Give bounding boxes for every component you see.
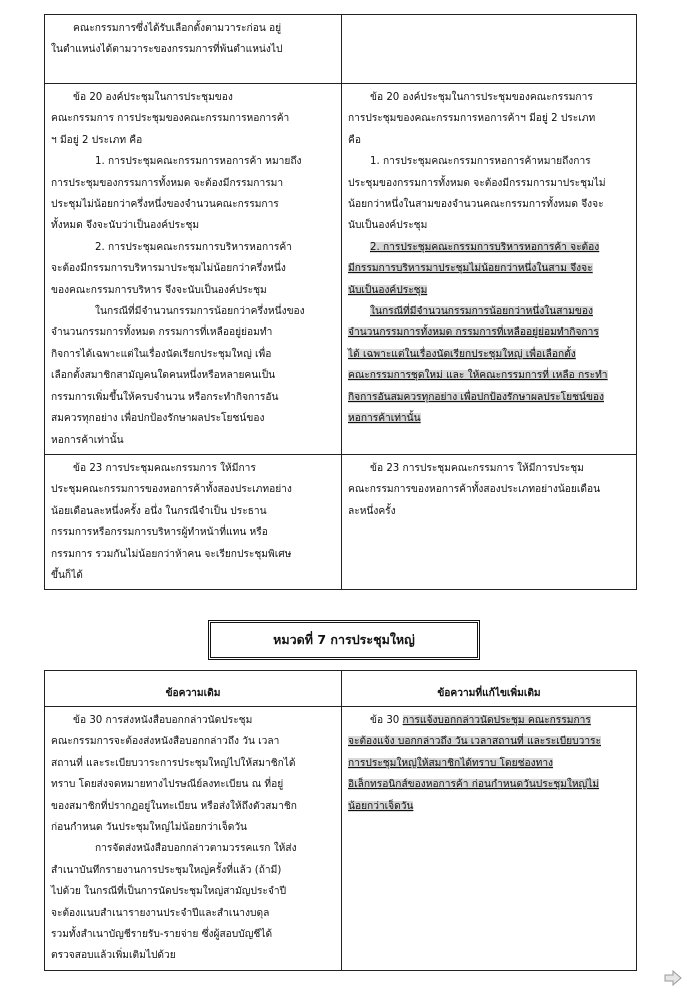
text-line: สำเนาบันทึกรายงานการประชุมใหญ่ครั้งที่แล้ว (ถ้ามี) xyxy=(51,864,282,876)
amended-line xyxy=(348,301,630,322)
amended-line xyxy=(348,280,630,301)
amended-text: นับเป็นองค์ประชุม xyxy=(348,284,428,296)
text-line: ทราบ โดยส่งจดหมายทางไปรษณีย์ลงทะเบียน ณ ที่อยู่ xyxy=(51,779,284,791)
text-line: ก่อนกำหนด วันประชุมใหญ่ไม่น้อยกว่าเจ็ดวัน xyxy=(51,822,248,834)
amended-line xyxy=(348,796,630,817)
text-line: คณะกรรมการซึ่งได้รับเลือกตั้งตามวาระก่อน อยู่ xyxy=(73,23,282,34)
table-row xyxy=(45,454,637,589)
text-line: สมควรทุกอย่าง เพื่อปกป้องรักษาผลประโยชน์ของ xyxy=(51,413,265,425)
text-line: ตรวจสอบแล้วเพิ่มเติมไปด้วย xyxy=(51,950,176,962)
text-line: ทั้งหมด จึงจะนับว่าเป็นองค์ประชุม xyxy=(51,220,200,232)
amended-text: การแจ้งบอกกล่าวนัดประชุม คณะกรรมการ xyxy=(402,715,591,726)
text-line: ละหนึ่งครั้ง xyxy=(348,505,396,517)
text-line: ฯ มีอยู่ 2 ประเภท คือ xyxy=(51,134,143,146)
clause-heading: ข้อ 23 การประชุมคณะกรรมการ ให้มีการ xyxy=(73,462,256,474)
text-line: กรรมการ รวมกันไม่น้อยกว่าห้าคน จะเรียกประชุมพิเศษ xyxy=(51,548,292,560)
amended-line xyxy=(348,774,630,795)
amended-line xyxy=(348,387,630,408)
table-row xyxy=(45,707,637,971)
amended-line xyxy=(348,365,630,386)
clause-heading: ข้อ 20 องค์ประชุมในการประชุมของคณะกรรมการ xyxy=(370,92,593,103)
new-text-cell xyxy=(342,15,637,84)
table-row xyxy=(45,15,637,84)
text-line: คณะกรรมการจะต้องส่งหนังสือบอกกล่าวถึง วัน เวลา xyxy=(51,736,280,748)
text-line: น้อยกว่าหนึ่งในสามของจำนวนคณะกรรมการทั้งหมด จึงจะ xyxy=(348,199,604,211)
comparison-table-chapter-6 xyxy=(44,14,637,590)
text-line: ประชุมของกรรมการทั้งหมด จะต้องมีกรรมการมาประชุมไม่ xyxy=(348,177,606,189)
clause-heading: ข้อ 30 การส่งหนังสือบอกกล่าวนัดประชุม xyxy=(73,715,253,726)
clause-label: ข้อ 30 xyxy=(370,715,400,726)
text-line: คณะกรรมการ การประชุมของคณะกรรมการหอการค้า xyxy=(51,113,290,125)
new-text-cell xyxy=(342,454,637,589)
text-line: คณะกรรมการของหอการค้าทั้งสองประเภทอย่างน้อยเดือน xyxy=(348,484,601,496)
text-line: 1. การประชุมคณะกรรมการหอการค้า หมายถึง xyxy=(95,156,302,168)
text-line: ไปด้วย ในกรณีที่เป็นการนัดประชุมใหญ่สามัญประจำปี xyxy=(51,886,287,898)
old-text-cell xyxy=(45,15,342,84)
amended-text: หอการค้าเท่านั้น xyxy=(348,413,421,425)
text-line: 2. การประชุมคณะกรรมการบริหารหอการค้า xyxy=(95,241,292,253)
text-line: กิจการได้เฉพาะแต่ในเรื่องนัดเรียกประชุมใหญ่ เพื่อ xyxy=(51,348,272,360)
amended-line xyxy=(348,322,630,343)
clause-heading: ข้อ 20 องค์ประชุมในการประชุมของ xyxy=(73,92,233,103)
text-line: จำนวนกรรมการทั้งหมด กรรมการที่เหลืออยู่ย่อมทำ xyxy=(51,327,273,339)
header-old-text: ข้อความเดิม xyxy=(45,671,342,707)
text-line: ในกรณีที่มีจำนวนกรรมการน้อยกว่าครึ่งหนึ่งของ xyxy=(95,306,305,318)
text-line: กรรมการหรือกรรมการบริหารผู้ทำหน้าที่แทน หรือ xyxy=(51,527,268,539)
table-row xyxy=(45,84,637,455)
header-new-text: ข้อความที่แก้ไขเพิ่มเติม xyxy=(342,671,637,707)
new-text-cell xyxy=(342,84,637,455)
text-line: รวมทั้งสำเนาบัญชีรายรับ-รายจ่าย ซึ่งผู้สอบบัญชีได้ xyxy=(51,929,273,941)
text-line: การประชุมของกรรมการทั้งหมด จะต้องมีกรรมการมา xyxy=(51,177,284,189)
text-line: กรรมการเพิ่มขึ้นให้ครบจำนวน หรือกระทำกิจการอัน xyxy=(51,391,279,403)
amended-text: จำนวนกรรมการทั้งหมด กรรมการที่เหลืออยู่ย่อมทำกิจการ xyxy=(348,327,599,339)
text-line: จะต้องมีกรรมการบริหารมาประชุมไม่น้อยกว่าครึ่งหนึ่ง xyxy=(51,263,286,275)
amended-text: การประชุมใหญ่ให้สมาชิกได้ทราบ โดยช่องทาง xyxy=(348,757,554,769)
table-header-row xyxy=(45,671,637,707)
text-line: สถานที่ และระเบียบวาระการประชุมใหญ่ไปให้สมาชิกได้ xyxy=(51,757,296,769)
next-page-arrow-icon[interactable] xyxy=(664,970,682,986)
clause-heading: ข้อ 23 การประชุมคณะกรรมการ ให้มีการประชุม xyxy=(370,462,584,474)
text-line: การจัดส่งหนังสือบอกกล่าวตามวรรคแรก ให้ส่ง xyxy=(95,843,297,855)
text-line: ประชุมคณะกรรมการของหอการค้าทั้งสองประเภทอย่าง xyxy=(51,484,292,496)
text-line: การประชุมของคณะกรรมการหอการค้าฯ มีอยู่ 2 ประเภท xyxy=(348,113,596,125)
amended-line xyxy=(348,237,630,258)
old-text-cell xyxy=(45,454,342,589)
text-line: น้อยเดือนละหนึ่งครั้ง อนึ่ง ในกรณีจำเป็น ประธาน xyxy=(51,505,267,517)
text-line: เลือกตั้งสมาชิกสามัญคนใดคนหนึ่งหรือหลายคนเป็น xyxy=(51,370,276,382)
text-line: นับเป็นองค์ประชุม xyxy=(348,220,428,232)
amended-line xyxy=(348,408,630,429)
text-line: ของสมาชิกที่ปรากฏอยู่ในทะเบียน หรือส่งให้ถึงตัวสมาชิก xyxy=(51,800,297,812)
amended-text: จะต้องแจ้ง บอกกล่าวถึง วัน เวลาสถานที่ และระเบียบวาระ xyxy=(348,736,601,748)
amended-line xyxy=(348,258,630,279)
text-line: ในตำแหน่งได้ตามวาระของกรรมการที่พ้นตำแหน่งไป xyxy=(51,44,283,56)
text-line: จะต้องแนบสำเนารายงานประจำปีและสำเนางบดุล xyxy=(51,907,270,919)
amended-text: คณะกรรมการชุดใหม่ และ ให้คณะกรรมการที่ เหลือ กระทำ xyxy=(348,370,608,382)
amended-line xyxy=(348,753,630,774)
text-line: 1. การประชุมคณะกรรมการหอการค้าหมายถึงการ xyxy=(370,156,591,168)
amended-text: ได้ เฉพาะแต่ในเรื่องนัดเรียกประชุมใหญ่ เพื่อเลือกตั้ง xyxy=(348,348,576,360)
amended-text: มีกรรมการบริหารมาประชุมไม่น้อยกว่าหนึ่งในสาม จึงจะ xyxy=(348,263,593,275)
amended-line xyxy=(348,731,630,752)
section-title: หมวดที่ 7 การประชุมใหญ่ xyxy=(208,620,480,660)
new-text-cell xyxy=(342,707,637,971)
text-line: ขึ้นก็ได้ xyxy=(51,569,83,581)
old-text-cell xyxy=(45,707,342,971)
amended-text: อิเล็กทรอนิกส์ของหอการค้า ก่อนกำหนดวันประชุมใหญ่ไม่ xyxy=(348,779,600,791)
text-line: ของคณะกรรมการบริหาร จึงจะนับเป็นองค์ประชุม xyxy=(51,284,267,296)
old-text-cell xyxy=(45,84,342,455)
amended-text: กิจการอันสมควรทุกอย่าง เพื่อปกป้องรักษาผลประโยชน์ของ xyxy=(348,391,605,403)
comparison-table-chapter-7 xyxy=(44,670,637,971)
text-line: คือ xyxy=(348,134,361,146)
amended-text: ในกรณีที่มีจำนวนกรรมการน้อยกว่าหนึ่งในสามของ xyxy=(370,306,593,318)
text-line: หอการค้าเท่านั้น xyxy=(51,434,124,446)
amended-line xyxy=(348,344,630,365)
amended-line xyxy=(348,710,630,731)
text-line: ประชุมไม่น้อยกว่าครึ่งหนึ่งของจำนวนคณะกรรมการ xyxy=(51,199,279,211)
amended-text: 2. การประชุมคณะกรรมการบริหารหอการค้า จะต้อง xyxy=(370,241,600,253)
amended-text: น้อยกว่าเจ็ดวัน xyxy=(348,800,414,812)
